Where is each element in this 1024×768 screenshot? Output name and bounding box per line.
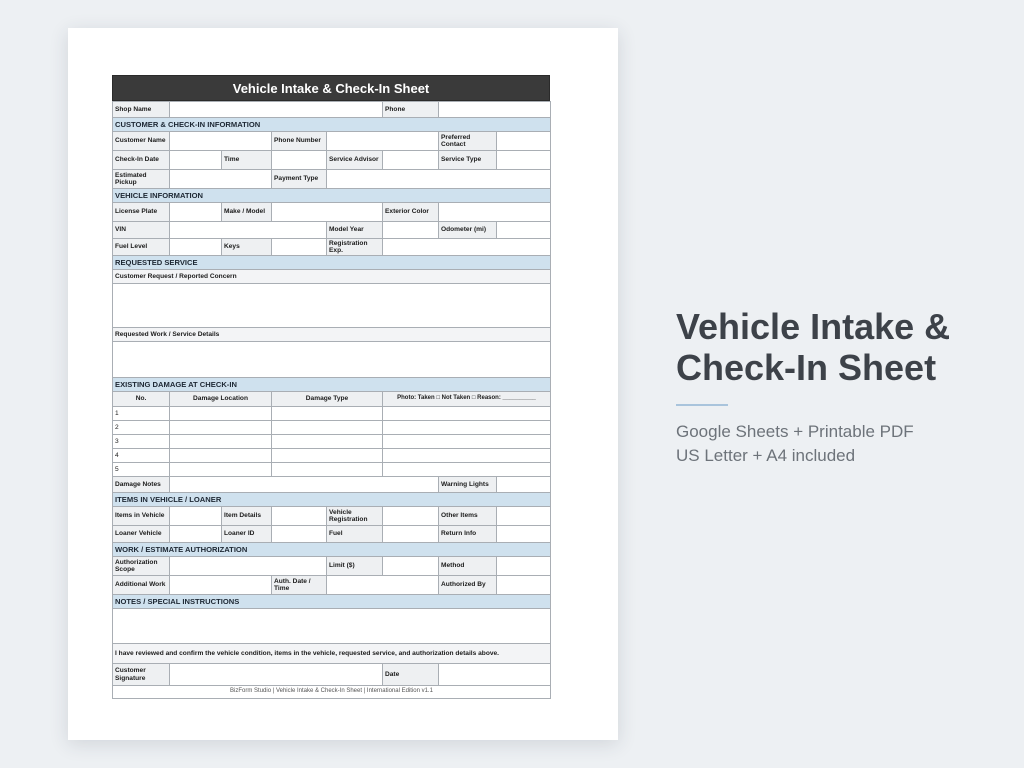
additional-work-field[interactable] [170,576,272,595]
warning-lights-field[interactable] [497,477,551,493]
make-model-field[interactable] [272,203,383,222]
shop-name-label: Shop Name [113,102,170,118]
signature-row [113,664,551,686]
damage-col-photo: Photo: Taken □ Not Taken □ Reason: __________ [383,392,551,407]
damage-row [113,407,551,421]
auth-date-time-label: Auth. Date / Time [272,576,327,595]
return-info-label: Return Info [439,526,497,543]
damage-notes-field[interactable] [170,477,439,493]
damage-location-field[interactable] [170,421,272,435]
damage-notes-row [113,477,551,493]
check-in-date-label: Check-In Date [113,151,170,170]
registration-exp-field[interactable] [383,239,551,256]
damage-photo-field[interactable] [383,463,551,477]
damage-photo-field[interactable] [383,407,551,421]
footer-row [113,686,551,699]
auth-date-time-field[interactable] [327,576,439,595]
customer-request-label: Customer Request / Reported Concern [113,270,551,284]
confirmation-text: I have reviewed and confirm the vehicle condition, items in the vehicle, requested service, and authorization details above. [113,644,551,664]
fuel-field[interactable] [383,526,439,543]
fuel-level-label: Fuel Level [113,239,170,256]
damage-photo-field[interactable] [383,421,551,435]
payment-type-label: Payment Type [272,170,327,189]
promo-title [676,306,1006,388]
damage-row [113,421,551,435]
exterior-color-label: Exterior Color [383,203,439,222]
service-advisor-field[interactable] [383,151,439,170]
check-in-date-field[interactable] [170,151,222,170]
customer-row-2 [113,151,551,170]
section-items [113,493,551,507]
damage-location-field[interactable] [170,407,272,421]
vehicle-registration-label: Vehicle Registration [327,507,383,526]
promo-divider [676,404,728,406]
shop-name-field[interactable] [170,102,383,118]
item-details-field[interactable] [272,507,327,526]
work-row-2 [113,576,551,595]
promo-paper-sizes: US Letter + A4 included [676,446,856,465]
return-info-field[interactable] [497,526,551,543]
limit-field[interactable] [383,557,439,576]
customer-request-field[interactable] [113,284,551,328]
make-model-label: Make / Model [222,203,272,222]
work-row-1 [113,557,551,576]
items-row-1 [113,507,551,526]
vin-label: VIN [113,222,170,239]
authorized-by-field[interactable] [497,576,551,595]
phone-label: Phone [383,102,439,118]
promo-panel [676,306,1006,468]
damage-type-field[interactable] [272,449,383,463]
loaner-vehicle-field[interactable] [170,526,222,543]
warning-lights-label: Warning Lights [439,477,497,493]
license-plate-label: License Plate [113,203,170,222]
damage-location-field[interactable] [170,435,272,449]
license-plate-field[interactable] [170,203,222,222]
items-in-vehicle-field[interactable] [170,507,222,526]
customer-row-1 [113,132,551,151]
registration-exp-label: Registration Exp. [327,239,383,256]
damage-type-field[interactable] [272,435,383,449]
additional-work-label: Additional Work [113,576,170,595]
odometer-label: Odometer (mi) [439,222,497,239]
fuel-label: Fuel [327,526,383,543]
other-items-field[interactable] [497,507,551,526]
customer-request-box-row [113,284,551,328]
form-title: Vehicle Intake & Check-In Sheet [112,75,550,101]
form-grid [112,101,551,699]
time-field[interactable] [272,151,327,170]
method-label: Method [439,557,497,576]
customer-request-row [113,270,551,284]
damage-row-number: 3 [113,435,170,449]
service-type-field[interactable] [497,151,551,170]
item-details-label: Item Details [222,507,272,526]
section-work-title: WORK / ESTIMATE AUTHORIZATION [113,543,551,557]
damage-row-number: 1 [113,407,170,421]
damage-photo-field[interactable] [383,435,551,449]
section-service [113,256,551,270]
date-field[interactable] [439,664,551,686]
damage-row-number: 4 [113,449,170,463]
damage-col-location: Damage Location [170,392,272,407]
authorized-by-label: Authorized By [439,576,497,595]
damage-location-field[interactable] [170,449,272,463]
keys-label: Keys [222,239,272,256]
odometer-field[interactable] [497,222,551,239]
damage-header-row [113,392,551,407]
vehicle-registration-field[interactable] [383,507,439,526]
vehicle-row-1 [113,203,551,222]
customer-name-field[interactable] [170,132,272,151]
requested-work-field[interactable] [113,342,551,378]
keys-field[interactable] [272,239,327,256]
vehicle-row-3 [113,239,551,256]
damage-row [113,435,551,449]
date-label: Date [383,664,439,686]
loaner-vehicle-label: Loaner Vehicle [113,526,170,543]
damage-row-number: 2 [113,421,170,435]
model-year-label: Model Year [327,222,383,239]
items-in-vehicle-label: Items in Vehicle [113,507,170,526]
form-footer: BizForm Studio | Vehicle Intake & Check-In Sheet | International Edition v1.1 [113,686,551,699]
damage-col-type: Damage Type [272,392,383,407]
preferred-contact-label: Preferred Contact [439,132,497,151]
payment-type-field[interactable] [327,170,551,189]
damage-row [113,449,551,463]
exterior-color-field[interactable] [439,203,551,222]
loaner-id-field[interactable] [272,526,327,543]
section-vehicle-title: VEHICLE INFORMATION [113,189,551,203]
section-notes [113,595,551,609]
section-work [113,543,551,557]
requested-work-row [113,328,551,342]
phone-number-label: Phone Number [272,132,327,151]
document-page [68,28,618,740]
customer-row-3 [113,170,551,189]
requested-work-box-row [113,342,551,378]
customer-signature-label: Customer Signature [113,664,170,686]
damage-row-number: 5 [113,463,170,477]
phone-field[interactable] [439,102,551,118]
customer-signature-field[interactable] [170,664,383,686]
damage-col-no: No. [113,392,170,407]
fuel-level-field[interactable] [170,239,222,256]
vehicle-row-2 [113,222,551,239]
section-items-title: ITEMS IN VEHICLE / LOANER [113,493,551,507]
damage-type-field[interactable] [272,463,383,477]
authorization-scope-field[interactable] [170,557,327,576]
section-notes-title: NOTES / SPECIAL INSTRUCTIONS [113,595,551,609]
promo-title-line-1: Vehicle Intake & [676,306,951,347]
section-damage [113,378,551,392]
damage-row [113,463,551,477]
damage-type-field[interactable] [272,407,383,421]
estimated-pickup-field[interactable] [170,170,272,189]
estimated-pickup-label: Estimated Pickup [113,170,170,189]
requested-work-label: Requested Work / Service Details [113,328,551,342]
confirmation-row [113,644,551,664]
section-customer-title: CUSTOMER & CHECK-IN INFORMATION [113,118,551,132]
section-customer [113,118,551,132]
service-type-label: Service Type [439,151,497,170]
vin-field[interactable] [170,222,327,239]
section-vehicle [113,189,551,203]
section-service-title: REQUESTED SERVICE [113,256,551,270]
limit-label: Limit ($) [327,557,383,576]
authorization-scope-label: Authorization Scope [113,557,170,576]
damage-photo-field[interactable] [383,449,551,463]
shop-row [113,102,551,118]
other-items-label: Other Items [439,507,497,526]
preferred-contact-field[interactable] [497,132,551,151]
method-field[interactable] [497,557,551,576]
service-advisor-label: Service Advisor [327,151,383,170]
loaner-id-label: Loaner ID [222,526,272,543]
promo-title-line-2: Check-In Sheet [676,347,937,388]
items-row-2 [113,526,551,543]
model-year-field[interactable] [383,222,439,239]
section-damage-title: EXISTING DAMAGE AT CHECK-IN [113,378,551,392]
promo-formats: Google Sheets + Printable PDF [676,422,914,441]
damage-location-field[interactable] [170,463,272,477]
customer-name-label: Customer Name [113,132,170,151]
phone-number-field[interactable] [327,132,439,151]
intake-form [112,75,550,699]
notes-box-row [113,609,551,644]
damage-type-field[interactable] [272,421,383,435]
damage-notes-label: Damage Notes [113,477,170,493]
notes-field[interactable] [113,609,551,644]
time-label: Time [222,151,272,170]
